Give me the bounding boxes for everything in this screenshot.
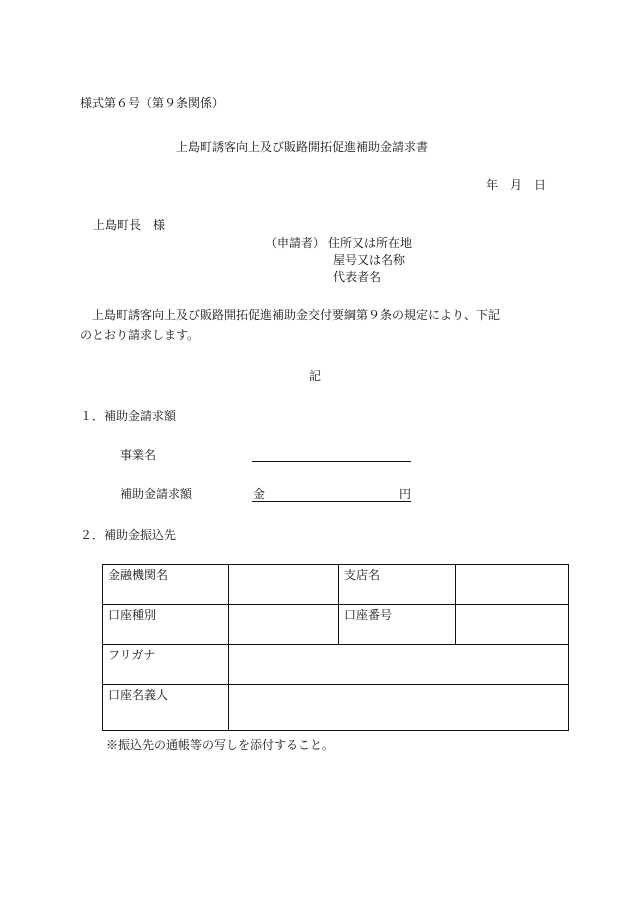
applicant-representative: 代表者名 [333,270,382,284]
furigana-field [229,645,569,685]
account-number-label: 口座番号 [339,605,456,645]
applicant-label: （申請者） [265,236,326,250]
amount-prefix: 金 [253,487,266,501]
account-number-field [456,605,569,645]
project-name-label: 事業名 [120,448,157,462]
furigana-label: フリガナ [103,645,229,685]
ki-heading: 記 [309,369,322,383]
body-text-line1: 上島町誘客向上及び販路開拓促進補助金交付要綱第９条の規定により、下記 [92,308,501,322]
addressee: 上島町長 様 [93,218,166,232]
account-type-label: 口座種別 [103,605,229,645]
table-row [103,605,569,645]
applicant-trade-name: 屋号又は名称 [333,253,406,267]
amount-label: 補助金請求額 [120,487,193,501]
amount-suffix: 円 [399,487,412,501]
section1-heading: １．補助金請求額 [80,409,177,423]
page-title: 上島町誘客向上及び販路開拓促進補助金請求書 [176,140,429,154]
section2-heading: ２．補助金振込先 [80,528,177,542]
date-line: 年 月 日 [486,178,547,192]
table-row [103,645,569,685]
bank-name-label: 金融機関名 [103,565,229,605]
applicant-address: 住所又は所在地 [328,236,413,250]
amount-line [252,501,411,502]
bank-name-field [229,565,339,605]
account-holder-field [229,685,569,731]
account-holder-label: 口座名義人 [103,685,229,731]
attachment-note: ※振込先の通帳等の写しを添付すること。 [106,738,335,752]
branch-label: 支店名 [339,565,456,605]
bank-info-table [102,564,569,731]
body-text-line2: のとおり請求します。 [80,328,200,342]
project-name-line [252,461,411,462]
table-row [103,685,569,731]
branch-field [456,565,569,605]
table-row [103,565,569,605]
account-type-field [229,605,339,645]
form-number: 様式第６号（第９条関係） [80,96,225,110]
